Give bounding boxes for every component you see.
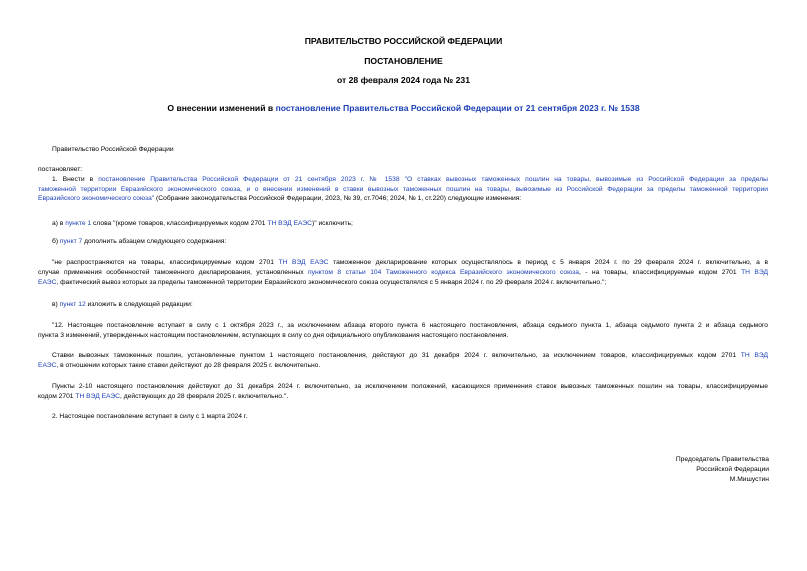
text-span: слова "(кроме товаров, классифицируемых кодом 2701 (91, 220, 268, 227)
text-span: в) (52, 301, 60, 308)
government-line: Правительство Российской Федерации (52, 146, 174, 153)
text-span: (Собрание законодательства Российской Федерации, 2023, № 39, ст.7046; 2024, № 1, ст.220) следующие изменения: (154, 195, 522, 202)
text-span: Ставки вывозных таможенных пошлин, установленные пунктом 1 настоящего постановления, действуют до 31 декабря 2024 г. включительно, за исключением товаров, классифицируемых кодом 2701 (52, 352, 741, 359)
text-span: , действующих до 28 февраля 2025 г. включительно.". (120, 393, 289, 400)
quote-3-line-2 (38, 361, 320, 371)
signatory-position-line-1: Председатель Правительства (675, 456, 769, 463)
text-span: б) (52, 238, 60, 245)
link-point-7[interactable]: пункт 7 (59, 238, 83, 245)
link-customs-code-article-104[interactable]: пунктом 8 статьи 104 Таможенного кодекса Евразийского экономического союза (308, 269, 579, 276)
issuer-heading: ПРАВИТЕЛЬСТВО РОССИЙСКОЙ ФЕДЕРАЦИИ (304, 36, 503, 46)
quote-3-line-1 (52, 351, 768, 361)
link-tn-ved[interactable]: ТН ВЭД ЕАЭС (75, 393, 121, 400)
resolves-line: постановляет: (38, 166, 83, 173)
link-resolution-1538[interactable]: постановление Правительства Российской Федерации от 21 сентября 2023 г. № 1538 (98, 176, 400, 183)
document-title (0, 103, 807, 113)
signature-block (676, 455, 769, 486)
text-span: изложить в следующей редакции: (85, 301, 193, 308)
signatory-position-line-2: Российской Федерации (696, 466, 769, 474)
signatory-name: М.Мишустин (729, 476, 769, 484)
paragraph-2: 2. Настоящее постановление вступает в силу с 1 марта 2024 г. (52, 413, 248, 420)
text-span: , фактический вывоз которых за пределы таможенной территории Евразийского экономического союза осуществлялся с 5 января 2024 г. по 29 февраля 2024 г. включительно."; (56, 279, 607, 286)
date-number-heading: от 28 февраля 2024 года № 231 (337, 75, 470, 85)
text-span: )" исключить; (311, 220, 353, 227)
quote-2-line-1: "12. Настоящее постановление вступает в силу с 1 октября 2023 г., за исключением абзаца второго пункта 6 настоящего постановления, абзаца седьмого пункта 1, абзаца седьмого пункта 2 и абзаца седьмого (52, 322, 768, 329)
text-span: , - на товары, классифицируемые кодом 2701 (578, 269, 742, 276)
link-tn-ved[interactable]: ТН ВЭД ЕАЭС (278, 259, 329, 266)
link-resolution-title-cont[interactable]: таможенной территории Евразийского экономического союза, и о внесении изменений в ставки вывозных таможенных пошлин на товары, вывозимые из Российской Федерации за пределы таможенной территории (38, 186, 768, 193)
quote-1-line-1 (52, 258, 768, 268)
link-eaeu[interactable]: ЕАЭС (38, 362, 57, 369)
link-resolution-title-end[interactable]: Евразийского экономического союза" (38, 195, 155, 202)
item-a (52, 219, 353, 229)
item-b (52, 237, 226, 247)
link-point-12[interactable]: пункт 12 (59, 301, 86, 308)
text-span: таможенное декларирование которых осуществлялось в период с 5 января 2024 г. по 29 февраля 2024 г. включительно, а в (328, 259, 769, 266)
item-c (52, 300, 193, 310)
title-prefix: О внесении изменений в (167, 103, 276, 113)
link-tn-ved[interactable]: ТН ВЭД (740, 352, 768, 359)
link-tn-ved[interactable]: ТН ВЭД ЕАЭС (267, 220, 312, 227)
text-span: кодом 2701 (38, 393, 76, 400)
paragraph-1-line-1 (52, 175, 768, 185)
text-span: "не распространяются на товары, классифицируемые кодом 2701 (52, 259, 279, 266)
quote-2-line-2: пункта 3 изменений, утвержденных настоящим постановлением, вступающих в силу со дня официального опубликования настоящего постановления. (38, 332, 509, 339)
text-span: дополнить абзацем следующего содержания: (82, 238, 227, 245)
link-eaeu[interactable]: ЕАЭС (38, 279, 57, 286)
quote-4-line-2 (38, 392, 288, 402)
link-point-1[interactable]: пункте 1 (65, 220, 92, 227)
document-type-heading: ПОСТАНОВЛЕНИЕ (364, 56, 443, 66)
link-resolution-title[interactable]: "О ставках вывозных таможенных пошлин на товары, вывозимые из Российской Федерации за пределы (404, 176, 768, 183)
quote-4-line-1: Пункты 2-10 настоящего постановления действуют до 31 декабря 2024 г. включительно, за исключением положений, касающихся применения ставок вывозных таможенных пошлин на товары, классифицируемые (52, 383, 768, 390)
link-tn-ved[interactable]: ТН ВЭД (741, 269, 768, 276)
title-link-resolution-1538[interactable]: постановление Правительства Российской Федерации от 21 сентября 2023 г. № 1538 (275, 103, 640, 113)
text-span: а) в (52, 220, 66, 227)
text-span: случае применения особенностей таможенного декларирования, установленных (38, 269, 309, 276)
paragraph-1-line-3 (38, 194, 521, 204)
text-span: 1. Внести в (52, 176, 99, 183)
quote-1-line-2 (38, 268, 768, 278)
text-span: , в отношении которых такие ставки действуют до 28 февраля 2025 г. включительно. (56, 362, 321, 369)
quote-1-line-3 (38, 278, 606, 288)
